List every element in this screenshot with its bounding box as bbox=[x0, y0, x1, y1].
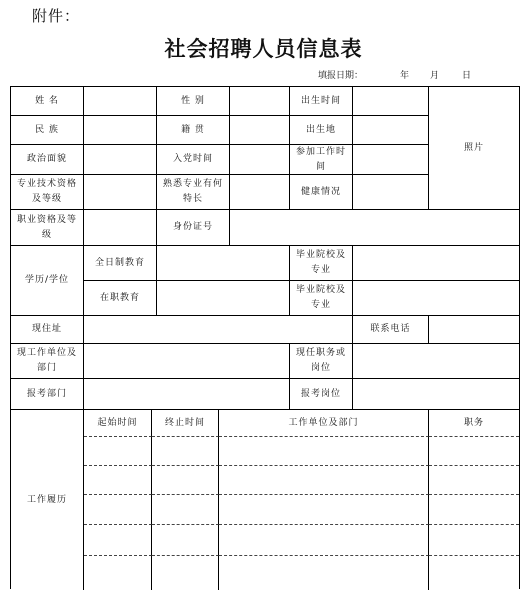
history-cell[interactable] bbox=[84, 556, 152, 590]
history-cell[interactable] bbox=[152, 556, 219, 590]
history-cell[interactable] bbox=[84, 466, 152, 495]
gender-field[interactable] bbox=[230, 87, 290, 116]
address-field[interactable] bbox=[84, 316, 353, 344]
health-field[interactable] bbox=[353, 175, 429, 210]
photo-box[interactable]: 照片 bbox=[429, 87, 519, 210]
health-label: 健康情况 bbox=[290, 175, 353, 210]
fulltime-school-label: 毕业院校及专业 bbox=[290, 246, 353, 281]
history-cell[interactable] bbox=[219, 525, 429, 556]
current-employer-field[interactable] bbox=[84, 344, 290, 379]
political-status-label: 政治面貌 bbox=[11, 145, 84, 175]
fill-date-row bbox=[318, 68, 518, 82]
history-cell[interactable] bbox=[429, 495, 519, 525]
position-header: 职务 bbox=[429, 410, 519, 437]
id-number-label: 身份证号 bbox=[157, 210, 230, 246]
work-start-date-field[interactable] bbox=[353, 145, 429, 175]
native-place-field[interactable] bbox=[230, 116, 290, 145]
address-label: 现住址 bbox=[11, 316, 84, 344]
parttime-school-field[interactable] bbox=[353, 281, 519, 316]
expertise-field[interactable] bbox=[230, 175, 290, 210]
gender-label: 性 别 bbox=[157, 87, 230, 116]
work-history-label: 工作履历 bbox=[11, 410, 84, 590]
parttime-school-label: 毕业院校及专业 bbox=[290, 281, 353, 316]
birth-date-field[interactable] bbox=[353, 87, 429, 116]
birthplace-label: 出生地 bbox=[290, 116, 353, 145]
birthplace-field[interactable] bbox=[353, 116, 429, 145]
fill-date-year: 年 bbox=[400, 71, 410, 81]
history-cell[interactable] bbox=[429, 437, 519, 466]
vocational-qualification-label: 职业资格及等级 bbox=[11, 210, 84, 246]
fulltime-school-field[interactable] bbox=[353, 246, 519, 281]
vocational-qualification-field[interactable] bbox=[84, 210, 157, 246]
party-join-date-label: 入党时间 bbox=[157, 145, 230, 175]
name-field[interactable] bbox=[84, 87, 157, 116]
parttime-education-field[interactable] bbox=[157, 281, 290, 316]
history-cell[interactable] bbox=[219, 466, 429, 495]
recruitment-form bbox=[10, 86, 520, 589]
professional-qualification-label: 专业技术资格及等级 bbox=[11, 175, 84, 210]
ethnicity-label: 民 族 bbox=[11, 116, 84, 145]
native-place-label: 籍 贯 bbox=[157, 116, 230, 145]
fulltime-education-field[interactable] bbox=[157, 246, 290, 281]
history-cell[interactable] bbox=[152, 495, 219, 525]
fill-date-day: 日 bbox=[462, 71, 472, 81]
apply-department-field[interactable] bbox=[84, 379, 290, 410]
fill-date-month: 月 bbox=[430, 71, 440, 81]
employer-department-header: 工作单位及部门 bbox=[219, 410, 429, 437]
history-cell[interactable] bbox=[84, 495, 152, 525]
history-cell[interactable] bbox=[84, 437, 152, 466]
end-date-header: 终止时间 bbox=[152, 410, 219, 437]
history-cell[interactable] bbox=[219, 495, 429, 525]
id-number-field[interactable] bbox=[230, 210, 519, 246]
apply-position-field[interactable] bbox=[353, 379, 519, 410]
apply-position-label: 报考岗位 bbox=[290, 379, 353, 410]
history-cell[interactable] bbox=[152, 466, 219, 495]
expertise-label: 熟悉专业有何特长 bbox=[157, 175, 230, 210]
attachment-label: 附件： bbox=[32, 7, 81, 25]
phone-label: 联系电话 bbox=[353, 316, 429, 344]
current-employer-label: 现工作单位及部门 bbox=[11, 344, 84, 379]
history-cell[interactable] bbox=[429, 525, 519, 556]
history-cell[interactable] bbox=[152, 525, 219, 556]
history-cell[interactable] bbox=[429, 466, 519, 495]
work-start-date-label: 参加工作时间 bbox=[290, 145, 353, 175]
professional-qualification-field[interactable] bbox=[84, 175, 157, 210]
history-cell[interactable] bbox=[429, 556, 519, 590]
history-cell[interactable] bbox=[84, 525, 152, 556]
history-cell[interactable] bbox=[152, 437, 219, 466]
history-cell[interactable] bbox=[219, 556, 429, 590]
name-label: 姓 名 bbox=[11, 87, 84, 116]
education-label: 学历/学位 bbox=[11, 246, 84, 316]
parttime-education-label: 在职教育 bbox=[84, 281, 157, 316]
political-status-field[interactable] bbox=[84, 145, 157, 175]
fill-date-label: 填报日期： bbox=[318, 71, 364, 81]
birth-date-label: 出生时间 bbox=[290, 87, 353, 116]
phone-field[interactable] bbox=[429, 316, 519, 344]
party-join-date-field[interactable] bbox=[230, 145, 290, 175]
ethnicity-field[interactable] bbox=[84, 116, 157, 145]
form-title: 社会招聘人员信息表 bbox=[164, 36, 363, 61]
fulltime-education-label: 全日制教育 bbox=[84, 246, 157, 281]
start-date-header: 起始时间 bbox=[84, 410, 152, 437]
apply-department-label: 报考部门 bbox=[11, 379, 84, 410]
current-position-label: 现任职务或岗位 bbox=[290, 344, 353, 379]
history-cell[interactable] bbox=[219, 437, 429, 466]
current-position-field[interactable] bbox=[353, 344, 519, 379]
